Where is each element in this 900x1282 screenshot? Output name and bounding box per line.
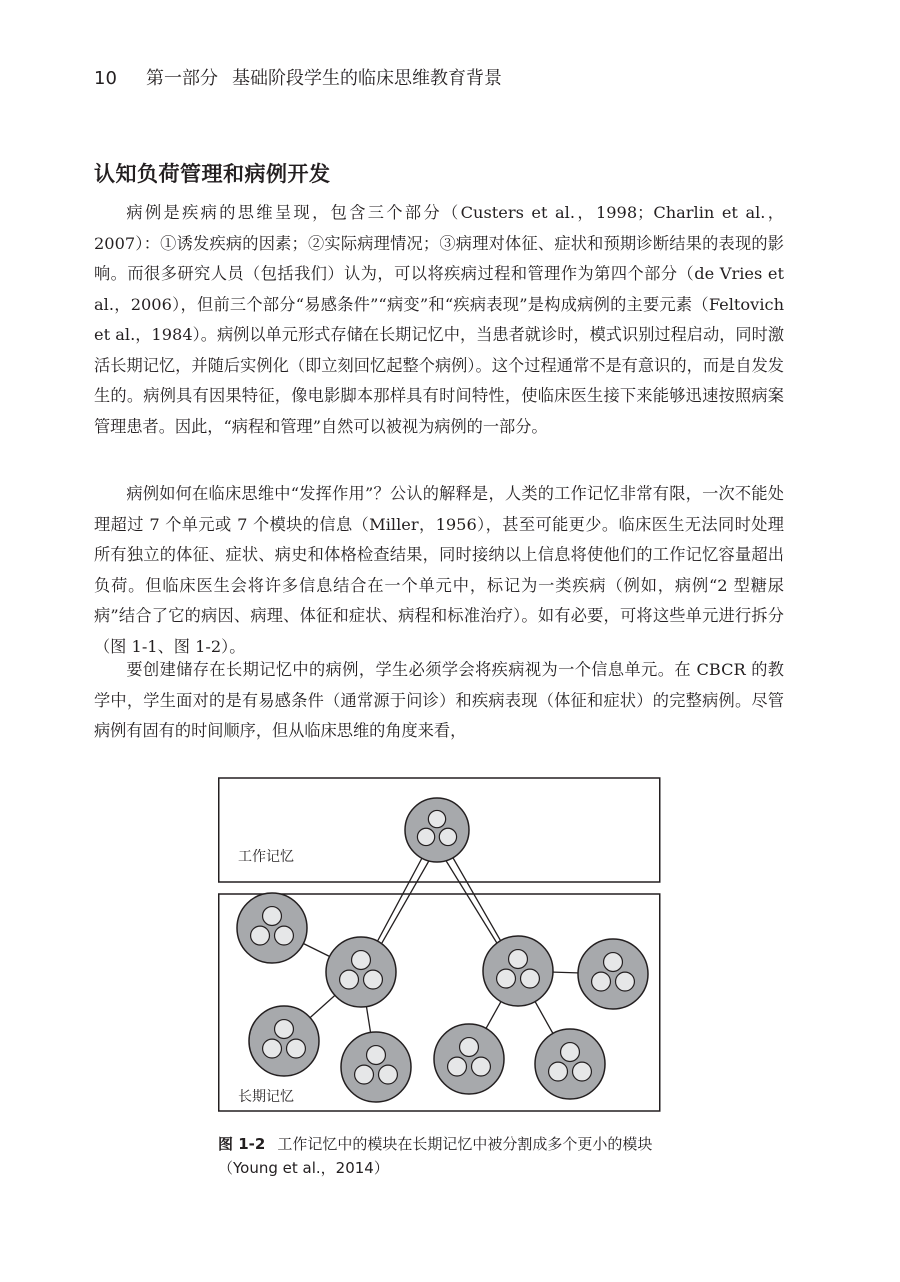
- memory-item-l3-3: [379, 1065, 398, 1084]
- memory-item-r2-1: [561, 1043, 580, 1062]
- memory-item-top-2: [417, 828, 434, 845]
- figure-number: 图 1-2: [218, 1135, 266, 1153]
- memory-item-r2-2: [549, 1062, 568, 1081]
- memory-item-top-1: [428, 810, 445, 827]
- memory-chunk-mid-l: [326, 937, 396, 1007]
- memory-item-r1-2: [448, 1057, 467, 1076]
- memory-item-r3-1: [604, 953, 623, 972]
- memory-chunk-l3: [341, 1032, 411, 1102]
- memory-item-mid-r-2: [497, 969, 516, 988]
- long-term-memory-label: 长期记忆: [238, 1089, 294, 1105]
- memory-item-l2-1: [275, 1020, 294, 1039]
- memory-chunk-r2: [535, 1029, 605, 1099]
- memory-item-l1-3: [275, 926, 294, 945]
- memory-chunk-mid-r: [483, 936, 553, 1006]
- memory-item-mid-l-3: [364, 970, 383, 989]
- memory-chunk-l2: [249, 1006, 319, 1076]
- memory-item-r2-3: [573, 1062, 592, 1081]
- memory-item-r3-3: [616, 972, 635, 991]
- memory-item-top-3: [439, 828, 456, 845]
- memory-item-l3-2: [355, 1065, 374, 1084]
- memory-item-l1-1: [263, 907, 282, 926]
- memory-item-mid-r-3: [521, 969, 540, 988]
- chapter-title: 基础阶段学生的临床思维教育背景: [232, 68, 502, 89]
- memory-item-r1-3: [472, 1057, 491, 1076]
- memory-item-l2-2: [263, 1039, 282, 1058]
- part-title: 第一部分: [146, 68, 218, 89]
- memory-chunk-r1: [434, 1024, 504, 1094]
- memory-chunk-top: [405, 798, 469, 862]
- paragraph-2: 病例如何在临床思维中“发挥作用”？公认的解释是，人类的工作记忆非常有限，一次不能处理超过 7 个单元或 7 个模块的信息（Miller，1956），甚至可能更少。临床医生无法同时处理所有独立的体征、症状、病史和体格检查结果，同时接纳以上信息将使他们的工作记忆容量超出负荷。但临床医生会将许多信息结合在一个单元中，标记为一类疾病（例如，病例“2 型糖尿病”结合了它的病因、病理、体征和症状、病程和标准治疗）。如有必要，可将这些单元进行拆分（图 1-1、图 1-2）。: [94, 484, 784, 656]
- memory-item-mid-l-2: [340, 970, 359, 989]
- running-head: [94, 64, 502, 90]
- working-memory-label: 工作记忆: [238, 849, 294, 865]
- memory-item-mid-r-1: [509, 950, 528, 969]
- caption-text: 工作记忆中的模块在长期记忆中被分割成多个更小的模块（Young et al.，2014）: [218, 1135, 653, 1177]
- memory-item-l2-3: [287, 1039, 306, 1058]
- section-title: 认知负荷管理和病例开发: [94, 162, 331, 186]
- figure-caption: [218, 1132, 668, 1180]
- memory-chunk-l1: [237, 893, 307, 963]
- memory-diagram: [218, 776, 662, 1116]
- page-number: 10: [94, 68, 117, 89]
- memory-item-l3-1: [367, 1046, 386, 1065]
- paragraph-3: 要创建储存在长期记忆中的病例，学生必须学会将疾病视为一个信息单元。在 CBCR 的教学中，学生面对的是有易感条件（通常源于问诊）和疾病表现（体征和症状）的完整病例。尽管病例有固有的时间顺序，但从临床思维的角度来看，: [94, 660, 784, 740]
- memory-diagram-graphic: [218, 776, 662, 1116]
- memory-item-l1-2: [251, 926, 270, 945]
- memory-item-r3-2: [592, 972, 611, 991]
- memory-chunk-r3: [578, 939, 648, 1009]
- paragraph-1: 病例是疾病的思维呈现，包含三个部分（Custers et al.，1998；Charlin et al.，2007）：①诱发疾病的因素；②实际病理情况；③病理对体征、症状和预期诊断结果的表现的影响。而很多研究人员（包括我们）认为，可以将疾病过程和管理作为第四个部分（de Vries et al.，2006），但前三个部分“易感条件”“病变”和“疾病表现”是构成病例的主要元素（Feltovich et al.，1984）。病例以单元形式存储在长期记忆中，当患者就诊时，模式识别过程启动，同时激活长期记忆，并随后实例化（即立刻回忆起整个病例）。这个过程通常不是有意识的，而是自发发生的。病例具有因果特征，像电影脚本那样具有时间特性，使临床医生接下来能够迅速按照病案管理患者。因此，“病程和管理”自然可以被视为病例的一部分。: [94, 203, 784, 436]
- memory-item-mid-l-1: [352, 951, 371, 970]
- memory-item-r1-1: [460, 1038, 479, 1057]
